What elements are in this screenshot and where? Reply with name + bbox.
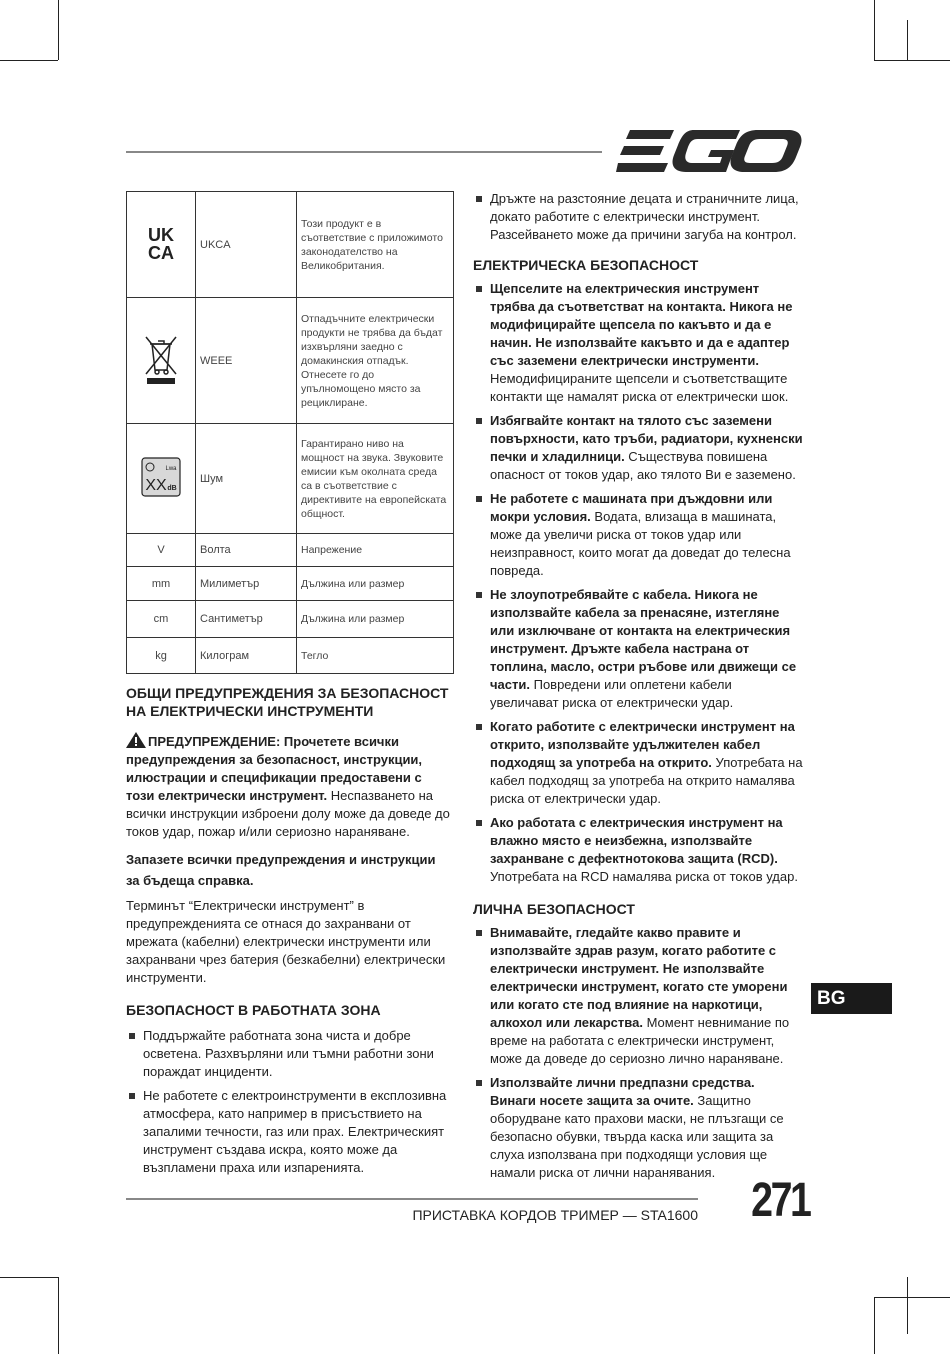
language-tab: BG [811,983,892,1014]
list-item: Дръжте на разстояние децата и страничните лица, докато работите с електрически инструмент. Разсейването може да причини загуба на контрол. [473,190,803,244]
footer-rule [126,1198,698,1200]
ukca-mark-bottom: CA [148,242,174,263]
table-row [127,298,454,424]
header-rule [126,151,602,153]
electrical-safety-list [473,280,803,886]
page-number: 271 [751,1174,810,1227]
warning-paragraph [126,732,452,841]
noise-level-icon [127,424,196,534]
warning-triangle-icon [126,732,146,748]
save-instructions: Запазете всички предупреждения и инструкции за бъдеща справка. [126,852,436,888]
work-area-list [126,1027,452,1177]
symbol-unit: V [127,534,196,567]
table-row [127,601,454,638]
table-row [127,567,454,601]
warning-bold-text: ПРЕДУПРЕЖДЕНИЕ: Прочетете всички предупреждения за безопасност, инструкции, илюстрации и спецификации предоставени с този електрически инструмент. [126,734,423,803]
list-item: Ако работата с електрическия инструмент на влажно място е неизбежна, използвайте захранване с дефектнотокова защита (RCD). Употребата на RCD намалява риска от токов удар. [473,814,803,886]
term-paragraph: Терминът “Електрически инструмент” в предупрежденията се отнася до захранвани от мрежата (кабелни) електрически инструменти или захранвани чрез батерия (безкабелни) електрически инструменти. [126,898,446,985]
list-item: Внимавайте, гледайте какво правите и използвайте здрав разум, когато работите с електрически инструмент. Не използвайте електрически инструмент, когато сте уморени или когато сте под влияние на наркотици, алкохол или лекарства. Момент невнимание по време на работата с електрически инструмент, може да доведе до сериозно лично нараняване. [473,924,803,1068]
list-item: Поддържайте работната зона чиста и добре осветена. Разхвърляни или тъмни работни зони пораждат инциденти. [126,1027,452,1081]
list-item: Когато работите с електрически инструмент на открито, използвайте удължителен кабел подходящ за употреба на открито. Употребата на кабел подходящ за употреба на открито намалява риска от електрически удар. [473,718,803,808]
symbol-description: Дължина или размер [297,567,454,601]
crop-mark [0,60,58,61]
symbol-description: Тегло [297,638,454,674]
table-row [127,192,454,298]
ukca-icon [127,192,196,298]
symbol-name: Сантиметър [196,601,297,638]
symbol-unit: kg [127,638,196,674]
symbol-name: Шум [196,424,297,534]
symbol-name: UKCA [196,192,297,298]
symbol-description: Отпадъчните електрически продукти не трябва да бъдат изхвърляни заедно с домакинския отпадък. Отнесете го до упълномощено място за рециклиране. [297,298,454,424]
electrical-safety-heading: ЕЛЕКТРИЧЕСКА БЕЗОПАСНОСТ [473,257,699,273]
general-warnings-heading: ОБЩИ ПРЕДУПРЕЖДЕНИЯ ЗА БЕЗОПАСНОСТ НА ЕЛЕКТРИЧЕСКИ ИНСТРУМЕНТИ [126,685,449,719]
weee-bin-icon [127,298,196,424]
table-row [127,638,454,674]
warning-body-text: Неспазването на всички инструкции изброени долу може да доведе до токов удар, пожар и/или сериозно нараняване. [126,788,450,839]
symbol-description: Този продукт е в съответствие с приложимото законодателство на Великобритания. [297,192,454,298]
right-column [473,190,803,1182]
list-item: Не работете с електроинструменти в експлозивна атмосфера, като например в присъствието на запалими течности, газ или прах. Електрическият инструмент създава искра, която може да възпламени праха или изпаренията. [126,1087,452,1177]
personal-safety-heading: ЛИЧНА БЕЗОПАСНОСТ [473,901,635,917]
symbol-name: WEEE [196,298,297,424]
list-item: Избягвайте контакт на тялото със заземени повърхности, като тръби, радиатори, кухненски печки и хладилници. Съществува повишена опасност от токов удар, ако тялото Ви е заземено. [473,412,803,484]
table-row [127,534,454,567]
symbol-unit: cm [127,601,196,638]
list-item: Използвайте лични предпазни средства. Винаги носете защита за очите. Защитно оборудване като прахови маски, не плъзгащи се безопасно обувки, твърда каска или защита за слуха използвана при подходящи условия ще намали риска от лични наранявания. [473,1074,803,1182]
intro-list [473,190,803,244]
crop-mark [0,1277,58,1278]
noise-value-text: XX [145,476,167,494]
crop-mark [907,1277,908,1334]
crop-mark [907,20,908,60]
symbol-name: Волта [196,534,297,567]
ego-logo [616,128,802,174]
crop-mark [874,0,875,60]
crop-mark [874,60,950,61]
crop-mark [58,1277,59,1354]
table-row [127,424,454,534]
ukca-mark-top: UK [148,224,174,245]
crop-mark [58,0,59,60]
symbol-name: Килограм [196,638,297,674]
list-item: Щепселите на електрическия инструмент трябва да съответстват на контакта. Никога не модифицирайте щепсела по какъвто и да е начин. Не използвайте какъвто и да е адаптер със заземени електрически инструменти. Немодифицираните щепсели и съответстващите контакти ще намалят риска от електрически шок. [473,280,803,406]
list-item: Не злоупотребявайте с кабела. Никога не използвайте кабела за пренасяне, изтегляне или изключване от контакта на електрическия инструмент. Дръжте кабела настрана от топлина, масло, остри ръбове или движещи се части. Повредени или оплетени кабели увеличават риска от електрически удар. [473,586,803,712]
symbol-description: Дължина или размер [297,601,454,638]
noise-db-text: dB [167,484,177,492]
symbol-description: Напрежение [297,534,454,567]
symbol-name: Милиметър [196,567,297,601]
symbol-unit: mm [127,567,196,601]
left-column [126,684,452,1177]
list-item: Не работете с машината при дъждовни или мокри условия. Водата, влизаща в машината, може да увеличи риска от токов удар или неизправност, които могат да доведат до телесна повреда. [473,490,803,580]
work-area-heading: БЕЗОПАСНОСТ В РАБОТНАТА ЗОНА [126,1002,381,1018]
crop-mark [874,1297,950,1298]
symbols-table [126,191,454,674]
symbol-description: Гарантирано ниво на мощност на звука. Звуковите емисии към околната среда са в съответствие с директивите на европейската общност. [297,424,454,534]
personal-safety-list [473,924,803,1182]
noise-lwa-text: Lwa [165,465,177,472]
crop-mark [874,1297,875,1354]
footer-title: ПРИСТАВКА КОРДОВ ТРИМЕР — STA1600 [412,1207,698,1223]
